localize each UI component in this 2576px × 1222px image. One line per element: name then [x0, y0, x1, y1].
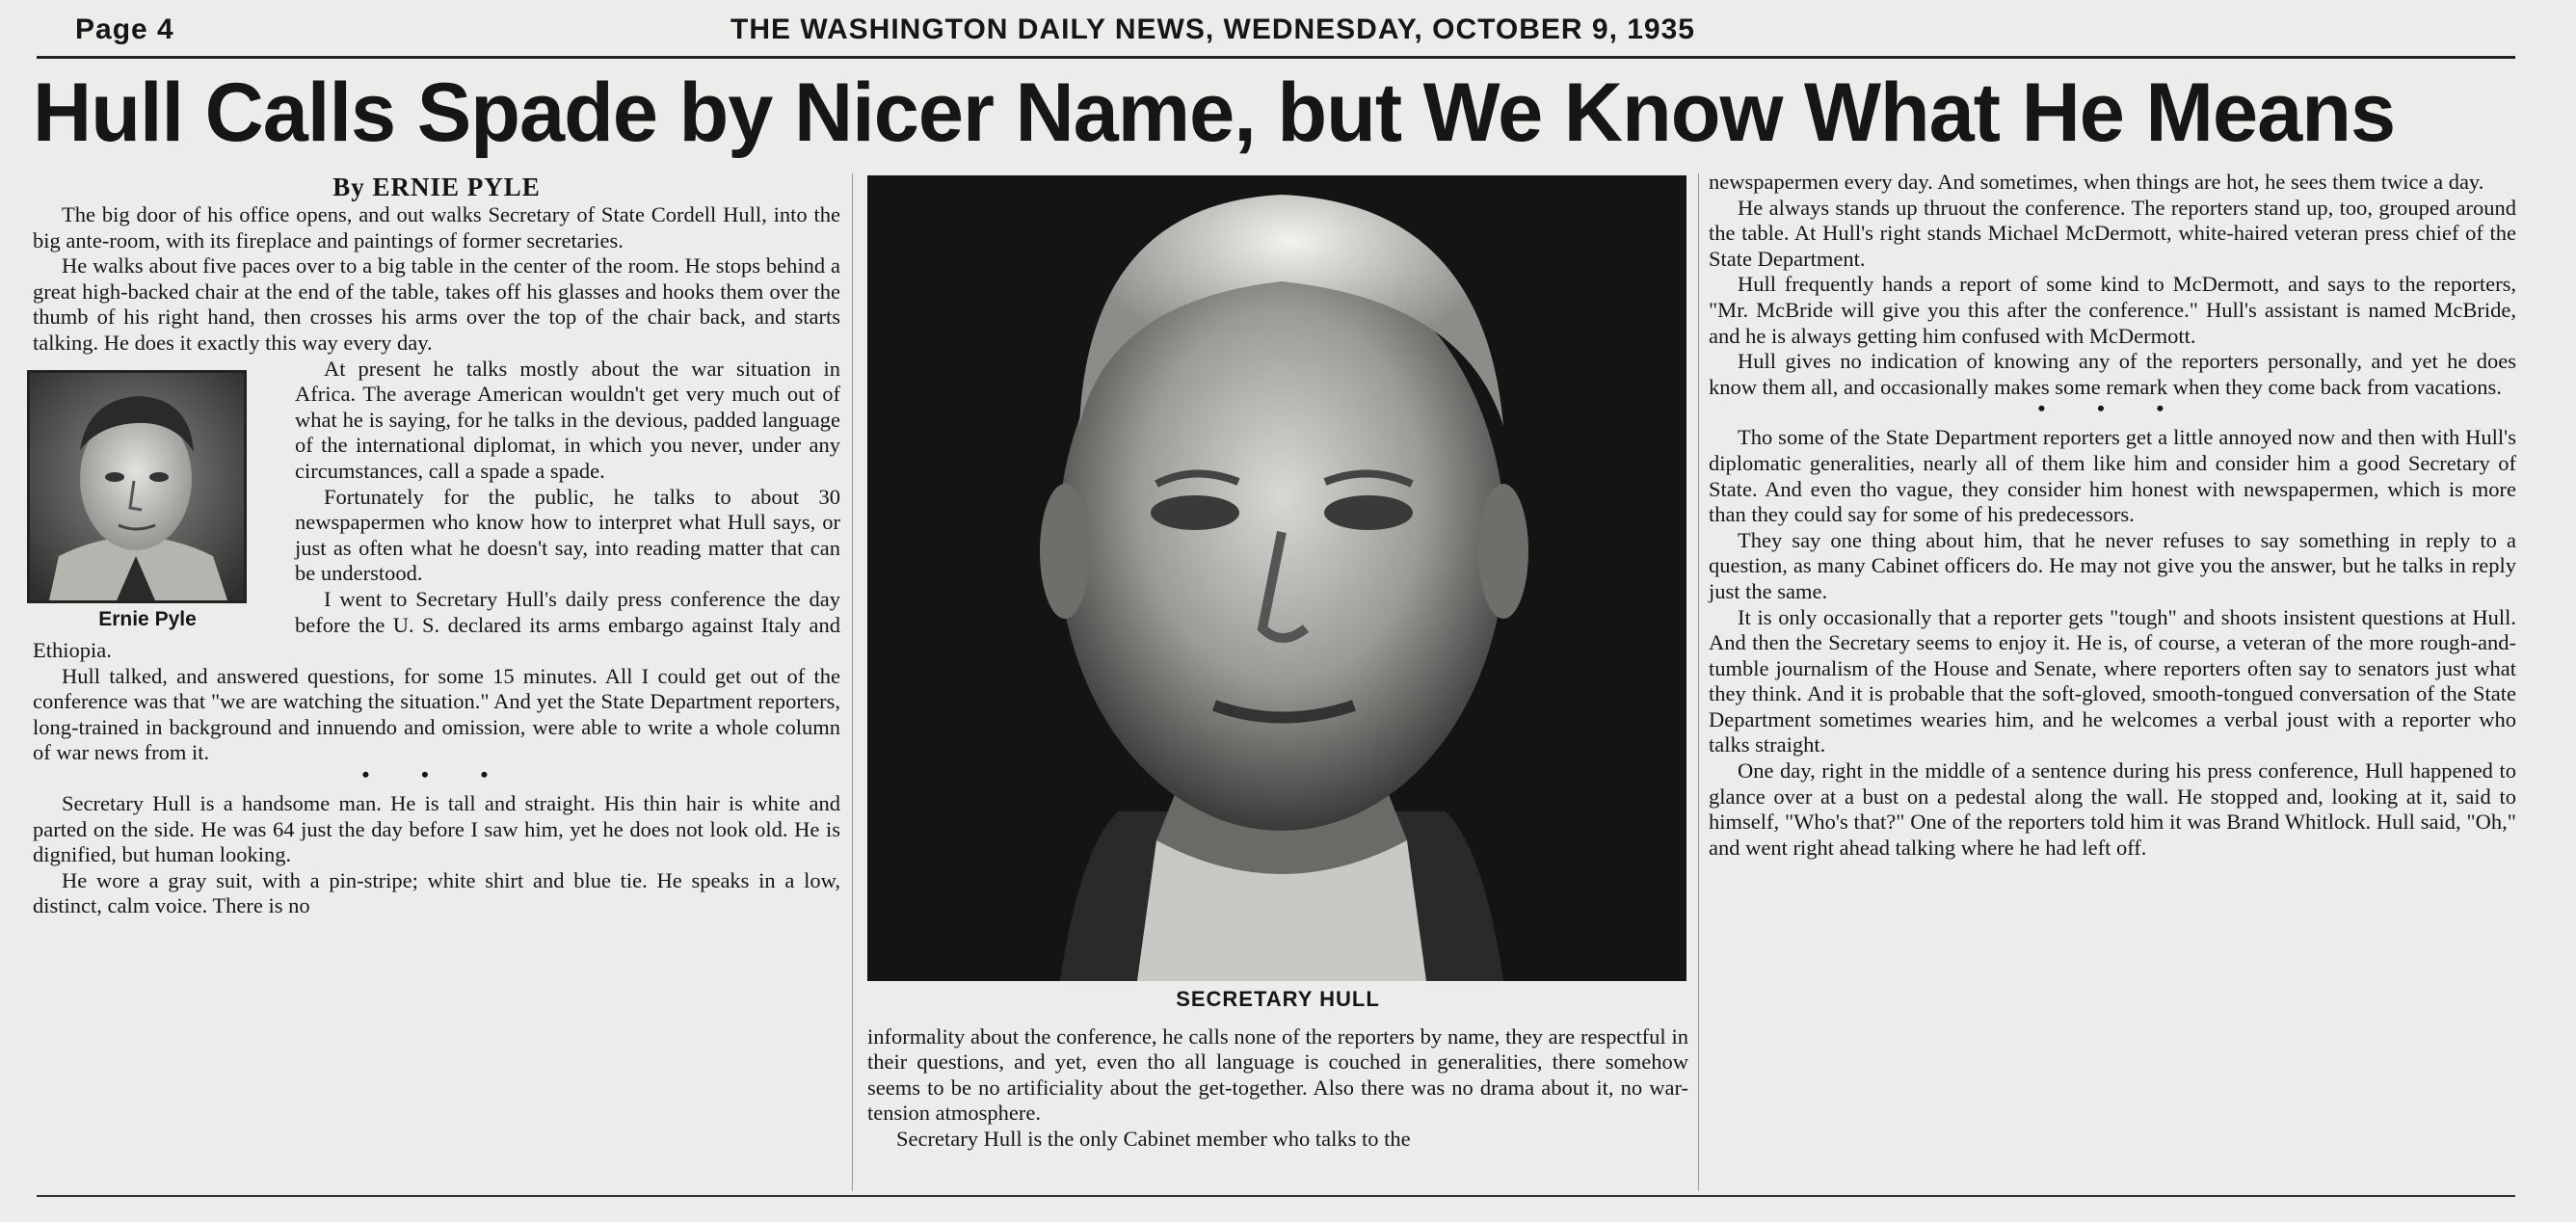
portrait-photo-ernie-pyle: [27, 370, 247, 603]
paragraph: Secretary Hull is the only Cabinet member who talks to the: [896, 1126, 1411, 1151]
paragraph: He wore a gray suit, with a pin-stripe; white shirt and blue tie. He speaks in a low, distinct, calm voice. There is no: [33, 867, 840, 918]
masthead: THE WASHINGTON DAILY NEWS, WEDNESDAY, OCTOBER 9, 1935: [730, 13, 1695, 45]
column-2-text: [867, 1024, 1688, 1153]
article-column-3: [1709, 170, 2516, 1191]
portrait-image: [30, 373, 244, 600]
paragraph: The big door of his office opens, and out walks Secretary of State Cordell Hull, into the big ante-room, with its fireplace and paintings of former secretaries.: [33, 202, 840, 252]
paragraph: newspapermen every day. And sometimes, when things are hot, he sees them twice a day.: [1709, 170, 2484, 194]
portrait-figure: [27, 370, 268, 633]
section-separator: • • •: [2037, 396, 2188, 421]
header-rule: [37, 56, 2515, 59]
paragraph: He walks about five paces over to a big table in the center of the room. He stops behind a great high-backed chair at the end of the table, takes off his glasses and hooks them over the thumb of his right hand, then crosses his arms over the top of the chair back, and starts talking. He does it exactly this way every day.: [33, 253, 840, 355]
paragraph: Hull frequently hands a report of some kind to McDermott, and says to the reporters, "Mr. McBride will give you this after the conference." Hull's assistant is named McBride, and he is always getting him confused with McDermott.: [1709, 272, 2516, 348]
photo-caption: SECRETARY HULL: [1176, 987, 1380, 1011]
page-number: Page 4: [75, 13, 174, 45]
portrait-caption: Ernie Pyle: [98, 607, 197, 630]
paragraph: At present he talks mostly about the war situation in Africa. The average American wouldn't get very much out of what he is saying, for he talks in the devious, padded language of the international diplomat, in which you never, under any circumstances, call a spade a spade.: [295, 356, 840, 483]
paragraph: I went to Secretary Hull's daily press conference the day before the U. S. declared its arms embargo against Italy and Ethiopia.: [33, 586, 840, 663]
headline: Hull Calls Spade by Nicer Name, but We Know What He Means: [33, 66, 2396, 159]
article-column-2: [867, 175, 1688, 1197]
photo-image: [867, 175, 1686, 981]
paragraph: It is only occasionally that a reporter gets "tough" and shoots insistent questions at Hull. And then the Secretary seems to enjoy it. He is, of course, a veteran of the more rough-and-tumble journalism of the House and Senate, where reporters often say to senators just what they think. And it is probable that the soft-gloved, smooth-tongued conversation of the State Department sometimes wearies him, and he welcomes a verbal joust with a reporter who talks straight.: [1709, 604, 2516, 757]
paragraph: One day, right in the middle of a sentence during his press conference, Hull happened to glance over at a bust on a pedestal along the wall. He stopped and, looking at it, said to himself, "Who's that?" One of the reporters told him it was Brand Whitlock. Hull said, "Oh," and went right ahead talking where he had left off.: [1709, 758, 2516, 860]
section-separator: • • •: [361, 762, 512, 787]
byline: By ERNIE PYLE: [332, 173, 541, 201]
paragraph: Hull talked, and answered questions, for some 15 minutes. All I could get out of the conference was that "we are watching the situation." And yet the State Department reporters, long-trained in background and innuendo and omission, were able to write a whole column of war news from it.: [33, 663, 840, 765]
paragraph: Hull gives no indication of knowing any of the reporters personally, and yet he does know them all, and occasionally makes some remark when they come back from vacations.: [1709, 349, 2516, 399]
paragraph: They say one thing about him, that he never refuses to say something in reply to a question, as many Cabinet officers do. He may not give you the answer, but he talks in reply just the same.: [1709, 527, 2516, 603]
footer-rule: [37, 1195, 2515, 1197]
paragraph: Tho some of the State Department reporters get a little annoyed now and then with Hull's diplomatic generalities, nearly all of them like him and consider him a good Secretary of State. And even tho vague, they consider him honest with newspapermen, which is more than they could say for some of his predecessors.: [1709, 425, 2516, 527]
paragraph: Secretary Hull is a handsome man. He is tall and straight. His thin hair is white and parted on the side. He was 64 just the day before I saw him, yet he does not look old. He is dignified, but human looking.: [33, 791, 840, 867]
paragraph: Fortunately for the public, he talks to about 30 newspapermen who know how to interpret what Hull says, or just as often what he doesn't say, into reading matter that can be understood.: [295, 484, 840, 586]
article-column-1: [33, 172, 840, 1193]
column-divider: [852, 173, 853, 1191]
secretary-hull-photo: [867, 175, 1686, 981]
paragraph: informality about the conference, he calls none of the reporters by name, they are respectful in their questions, and yet, even tho all language is couched in generalities, there somehow seems to be no artificiality about the get-together. Also there was no drama about it, no war-tension atmosphere.: [867, 1023, 1688, 1126]
page-header: [75, 13, 2515, 52]
paragraph: He always stands up thruout the conference. The reporters stand up, too, grouped around the table. At Hull's right stands Michael McDermott, white-haired veteran press chief of the State Department.: [1709, 195, 2516, 271]
column-divider: [1698, 173, 1699, 1191]
